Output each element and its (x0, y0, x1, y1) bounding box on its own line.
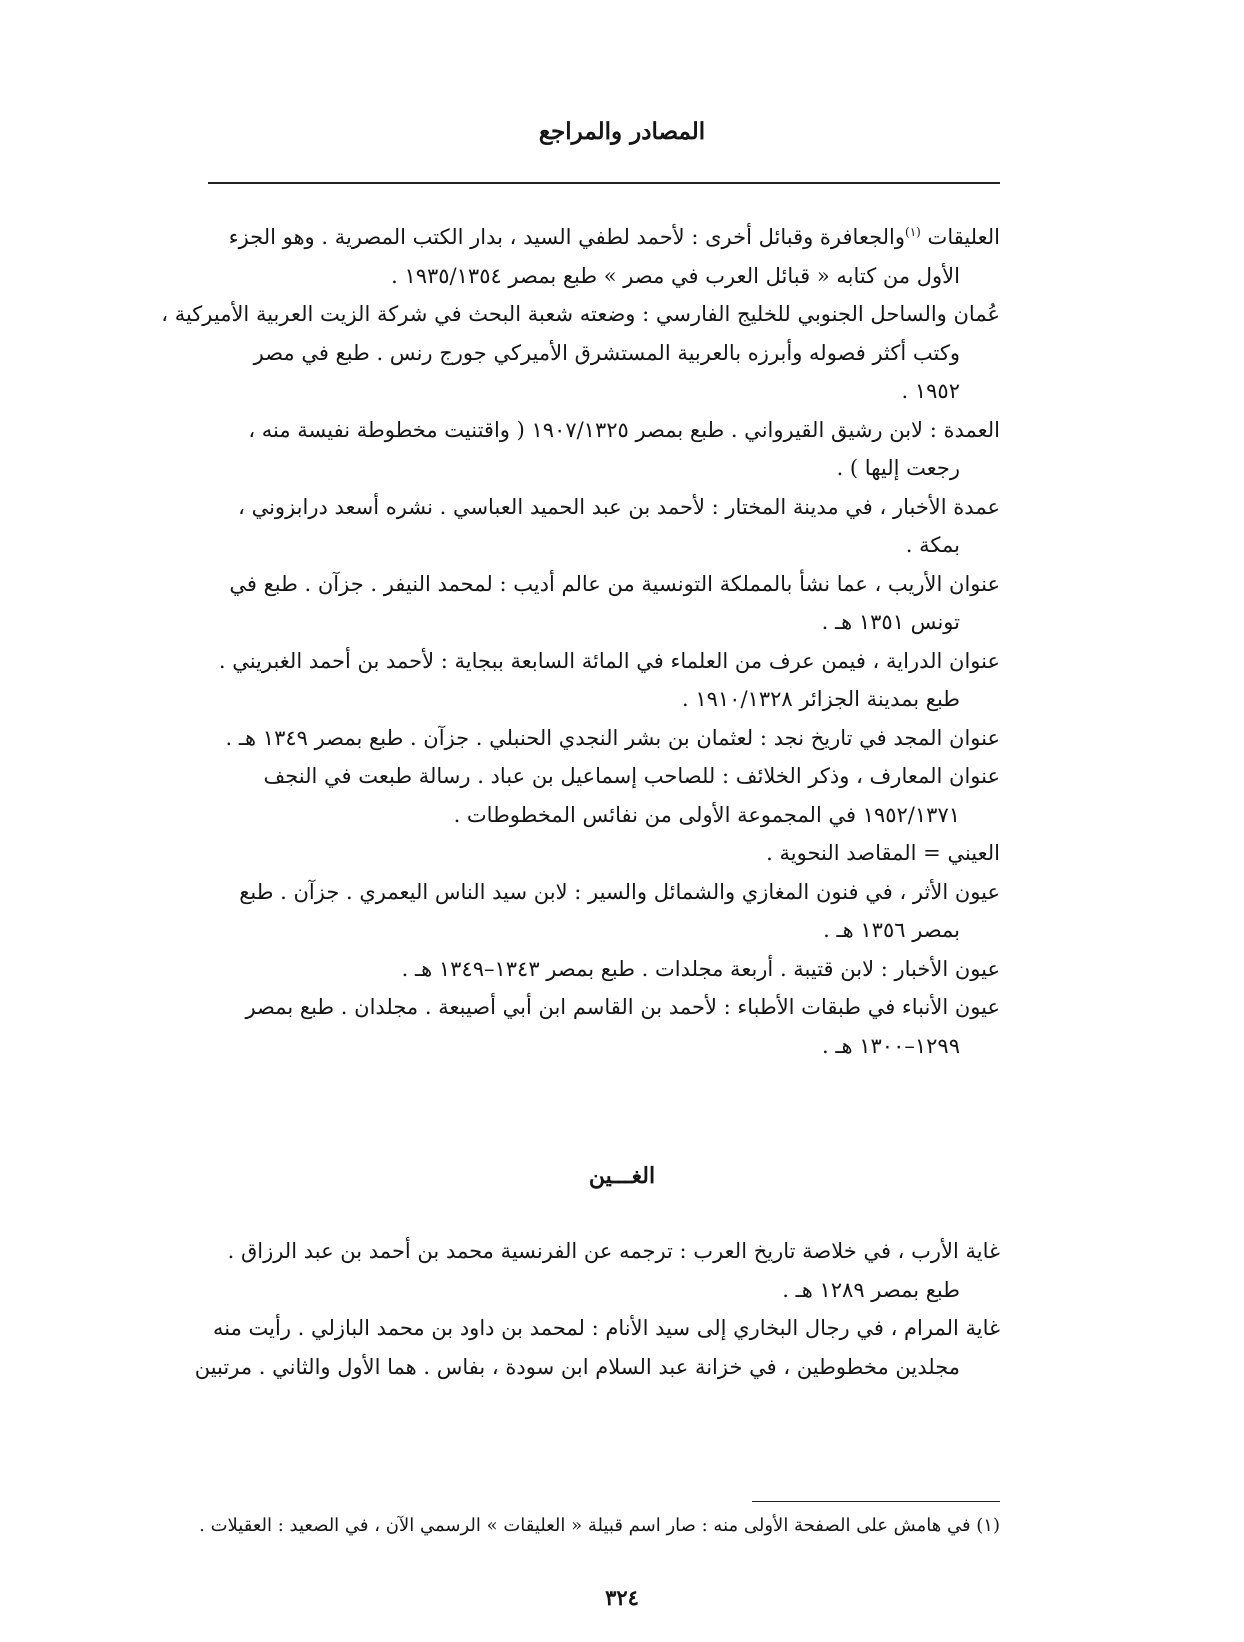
entry-line: بمكة . (905, 533, 960, 557)
footnote: (١) في هامش على الصفحة الأولى منه : صار اسم قبيلة « العليقات » الرسمي الآن ، في الصعيد : العقيلات . (199, 1515, 1000, 1536)
footnote-rule (752, 1501, 1000, 1502)
entry-line: رجعت إليها ) . (836, 456, 960, 480)
entry-line: مجلدين مخطوطين ، في خزانة عبد السلام ابن سودة ، بفاس . هما الأول والثاني . مرتبين (194, 1354, 960, 1379)
section-heading: الغـــين (588, 1163, 656, 1189)
entry-line: عنوان الأريب ، عما نشأ بالمملكة التونسية من عالم أديب : لمحمد النيفر . جزآن . طبع في (229, 571, 1000, 596)
bibliography-entry (204, 218, 1000, 295)
bibliography-entry (204, 757, 1000, 834)
entry-line: الأول من كتابه « قبائل العرب في مصر » طبع بمصر ١٩٣٥/١٣٥٤ . (391, 263, 960, 288)
bibliography-list-ghain (194, 1232, 1000, 1386)
footnote-marker: (١) (905, 225, 921, 239)
bibliography-entry (204, 642, 1000, 719)
bibliography-entry (204, 834, 1000, 873)
entry-line: عيون الأخبار : لابن قتيبة . أربعة مجلدات . طبع بمصر ١٣٤٣–١٣٤٩ هـ . (401, 956, 1000, 981)
entry-line: ١٩٥٢ . (901, 379, 960, 403)
entry-line: غاية المرام ، في رجال البخاري إلى سيد الأنام : لمحمد بن داود بن محمد البازلي . رأيت منه (213, 1316, 1000, 1340)
entry-heading: العليقات (927, 225, 1000, 249)
entry-line: بمصر ١٣٥٦ هـ . (823, 918, 960, 942)
entry-line: عنوان المجد في تاريخ نجد : لعثمان بن بشر النجدي الحنبلي . جزآن . طبع بمصر ١٣٤٩ هـ . (225, 725, 1000, 750)
entry-line: تونس ١٣٥١ هـ . (821, 610, 960, 634)
bibliography-entry (204, 719, 1000, 758)
entry-line: عيون الأنباء في طبقات الأطباء : لأحمد بن القاسم ابن أبي أصيبعة . مجلدان . طبع بمصر (245, 995, 1000, 1019)
entry-line: العمدة : لابن رشيق القيرواني . طبع بمصر ١٩٠٧/١٣٢٥ ( واقتنيت مخطوطة نفيسة منه ، (248, 417, 1000, 442)
bibliography-entry (204, 565, 1000, 642)
bibliography-entry (204, 411, 1000, 488)
entry-line: عيون الأثر ، في فنون المغازي والشمائل والسير : لابن سيد الناس اليعمري . جزآن . طبع (239, 879, 1000, 904)
entry-line: عُمان والساحل الجنوبي للخليج الفارسي : وضعته شعبة البحث في شركة الزيت العربية الأميركية ، (161, 302, 1000, 326)
entry-line: ١٢٩٩–١٣٠٠ هـ . (821, 1033, 960, 1058)
entry-line: العيني = المقاصد النحوية . (766, 841, 1000, 865)
bibliography-list (161, 218, 1000, 1065)
entry-line: طبع بمدينة الجزائر ١٩١٠/١٣٢٨ . (681, 687, 960, 711)
bibliography-entry (204, 950, 1000, 989)
entry-line: عنوان المعارف ، وذكر الخلائف : للصاحب إسماعيل بن عباد . رسالة طبعت في النجف (263, 764, 1000, 788)
entry-line: غاية الأرب ، في خلاصة تاريخ العرب : ترجمه عن الفرنسية محمد بن أحمد بن عبد الرزاق . (227, 1239, 1000, 1263)
entry-line: وكتب أكثر فصوله وأبرزه بالعربية المستشرق الأميركي جورج رنس . طبع في مصر (253, 340, 960, 365)
bibliography-entry (204, 988, 1000, 1065)
bibliography-entry (204, 1232, 1000, 1309)
entry-line: عمدة الأخبار ، في مدينة المختار : لأحمد بن عبد الحميد العباسي . نشره أسعد درابزوني ، (238, 494, 1000, 519)
bibliography-entry (204, 488, 1000, 565)
bibliography-entry (204, 873, 1000, 950)
page-number: ٣٢٤ (605, 1585, 639, 1610)
entry-text: والجعافرة وقبائل أخرى : لأحمد لطفي السيد ، بدار الكتب المصرية . وهو الجزء (228, 225, 906, 249)
header-rule (208, 182, 1000, 184)
entry-line (204, 218, 1000, 257)
bibliography-entry (194, 1309, 1000, 1386)
bibliography-entry (161, 295, 1000, 411)
entry-line: ١٩٥٢/١٣٧١ في المجموعة الأولى من نفائس المخطوطات . (453, 802, 960, 827)
entry-line: عنوان الدراية ، فيمن عرف من العلماء في المائة السابعة ببجاية : لأحمد بن أحمد الغبريني . (218, 648, 1000, 673)
running-title: المصادر والمراجع (538, 118, 706, 145)
entry-line: طبع بمصر ١٢٨٩ هـ . (782, 1277, 960, 1302)
